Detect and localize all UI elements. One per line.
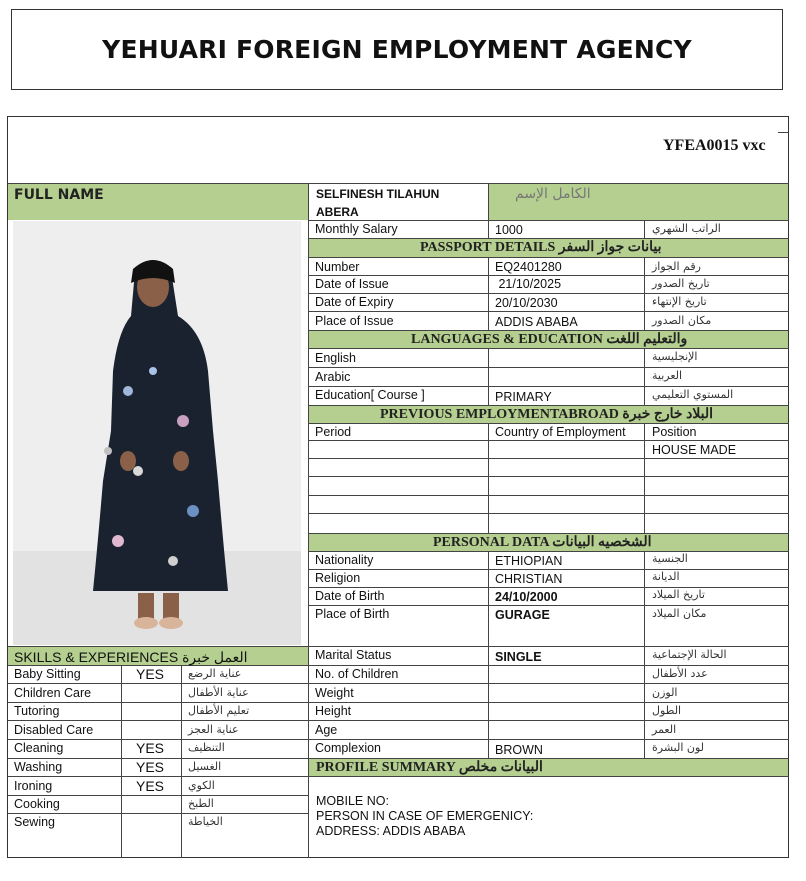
skill-value: YES [136, 778, 165, 794]
personal-row-arabic: العمر [652, 723, 677, 736]
skill-arabic: عناية العجز [188, 723, 239, 736]
personal-row-arabic: عدد الأطفال [652, 667, 708, 680]
profile-mobile: MOBILE NO: [316, 794, 389, 808]
salary-value: 1000 [495, 223, 523, 237]
full-name-arabic: الكامل الإسم [515, 186, 591, 202]
skill-arabic: الخياطة [188, 815, 223, 828]
passport-header: PASSPORT DETAILS بيانات جواز السفر [420, 240, 662, 255]
education-label: Education[ Course ] [315, 388, 425, 402]
passport-row-label: Date of Expiry [315, 295, 394, 309]
profile-address: ADDRESS: ADDIS ABABA [316, 824, 466, 838]
education-value: PRIMARY [495, 390, 552, 404]
passport-row-arabic: تاريخ الإنتهاء [652, 295, 707, 308]
personal-row-label: Nationality [315, 553, 374, 567]
personal-row-value: BROWN [495, 743, 543, 757]
profile-emergency-contact: PERSON IN CASE OF EMERGENICY: [316, 809, 534, 823]
skill-label: Baby Sitting [14, 667, 81, 681]
employment-header: PREVIOUS EMPLOYMENTABROAD البلاد خارج خبرة [380, 407, 714, 422]
skill-value: YES [136, 740, 165, 756]
personal-row-value: CHRISTIAN [495, 572, 563, 586]
personal-row-value: 24/10/2000 [495, 590, 558, 604]
skill-value: YES [136, 666, 165, 682]
skill-label: Sewing [14, 815, 55, 829]
full-name-line2: ABERA [316, 205, 359, 219]
employment-col-period: Period [315, 425, 352, 439]
skill-arabic: تعليم الأطفال [188, 704, 250, 717]
skill-label: Disabled Care [14, 723, 94, 737]
passport-row-label: Date of Issue [315, 277, 389, 291]
skill-label: Cooking [14, 797, 60, 811]
skill-arabic: عناية الرضع [188, 667, 242, 680]
agency-title: YEHUARI FOREIGN EMPLOYMENT AGENCY [102, 35, 692, 64]
passport-row-value: 21/10/2025 [495, 277, 562, 291]
personal-row-label: Age [315, 723, 338, 737]
personal-row-label: Religion [315, 571, 361, 585]
personal-row-arabic: مكان الميلاد [652, 607, 707, 620]
skill-arabic: الغسيل [188, 760, 222, 773]
skill-label: Ironing [14, 779, 53, 793]
personal-row-arabic: الحالة الإجتماعية [652, 648, 727, 661]
employment-col-position: Position [652, 425, 697, 439]
education-arabic: المستوي التعليمي [652, 388, 734, 401]
language-row-arabic: الإنجليسية [652, 350, 698, 363]
salary-arabic: الراتب الشهري [652, 222, 721, 235]
personal-row-arabic: الجنسية [652, 552, 688, 565]
passport-row-value: EQ2401280 [495, 260, 562, 274]
skill-arabic: التنظيف [188, 741, 225, 754]
passport-row-label: Number [315, 260, 360, 274]
skill-label: Washing [14, 760, 63, 774]
personal-row-label: Date of Birth [315, 589, 385, 603]
personal-row-value: SINGLE [495, 650, 542, 664]
personal-row-label: Marital Status [315, 648, 392, 662]
skill-value: YES [136, 759, 165, 775]
passport-row-arabic: تاريخ الصدور [652, 277, 710, 290]
language-row-label: English [315, 351, 356, 365]
personal-row-label: Weight [315, 686, 354, 700]
skills-header: SKILLS & EXPERIENCES العمل خبرة [14, 649, 248, 665]
personal-row-label: Complexion [315, 741, 382, 755]
personal-row-arabic: الديانة [652, 570, 680, 583]
passport-row-arabic: رقم الجواز [652, 260, 701, 273]
skill-label: Tutoring [14, 704, 60, 718]
passport-row-label: Place of Issue [315, 314, 394, 328]
skill-arabic: الطبخ [188, 797, 214, 810]
passport-row-arabic: مكان الصدور [652, 314, 712, 327]
language-row-arabic: العربية [652, 369, 683, 382]
personal-row-arabic: لون البشرة [652, 741, 704, 754]
personal-row-value: ETHIOPIAN [495, 554, 563, 568]
salary-label: Monthly Salary [315, 222, 398, 236]
personal-row-arabic: الوزن [652, 686, 678, 699]
employment-position: HOUSE MADE [652, 443, 737, 457]
profile-header: PROFILE SUMMARY البيانات مخلص [316, 760, 543, 775]
personal-header: PERSONAL DATA الشخصيه البيانات [433, 535, 652, 550]
personal-row-value: GURAGE [495, 608, 550, 622]
passport-row-value: 20/10/2030 [495, 296, 558, 310]
full-name-label: FULL NAME [14, 187, 104, 203]
agency-title-box [11, 9, 783, 90]
personal-row-arabic: تاريخ الميلاد [652, 588, 705, 601]
languages-header: LANGUAGES & EDUCATION والتعليم اللغت [411, 332, 688, 347]
skill-label: Cleaning [14, 741, 64, 755]
language-row-label: Arabic [315, 370, 351, 384]
skill-label: Children Care [14, 686, 92, 700]
passport-row-value: ADDIS ABABA [495, 315, 578, 329]
personal-row-arabic: الطول [652, 704, 682, 717]
personal-row-label: Height [315, 704, 352, 718]
skill-arabic: الكوي [188, 779, 215, 792]
full-name-line1: SELFINESH TILAHUN [316, 187, 440, 201]
personal-row-label: No. of Children [315, 667, 399, 681]
reference-code: YFEA0015 vxc [663, 137, 766, 154]
skill-arabic: عناية الأطفال [188, 686, 249, 699]
applicant-photo [13, 221, 301, 645]
employment-col-country: Country of Employment [495, 425, 626, 439]
personal-row-label: Place of Birth [315, 607, 390, 621]
